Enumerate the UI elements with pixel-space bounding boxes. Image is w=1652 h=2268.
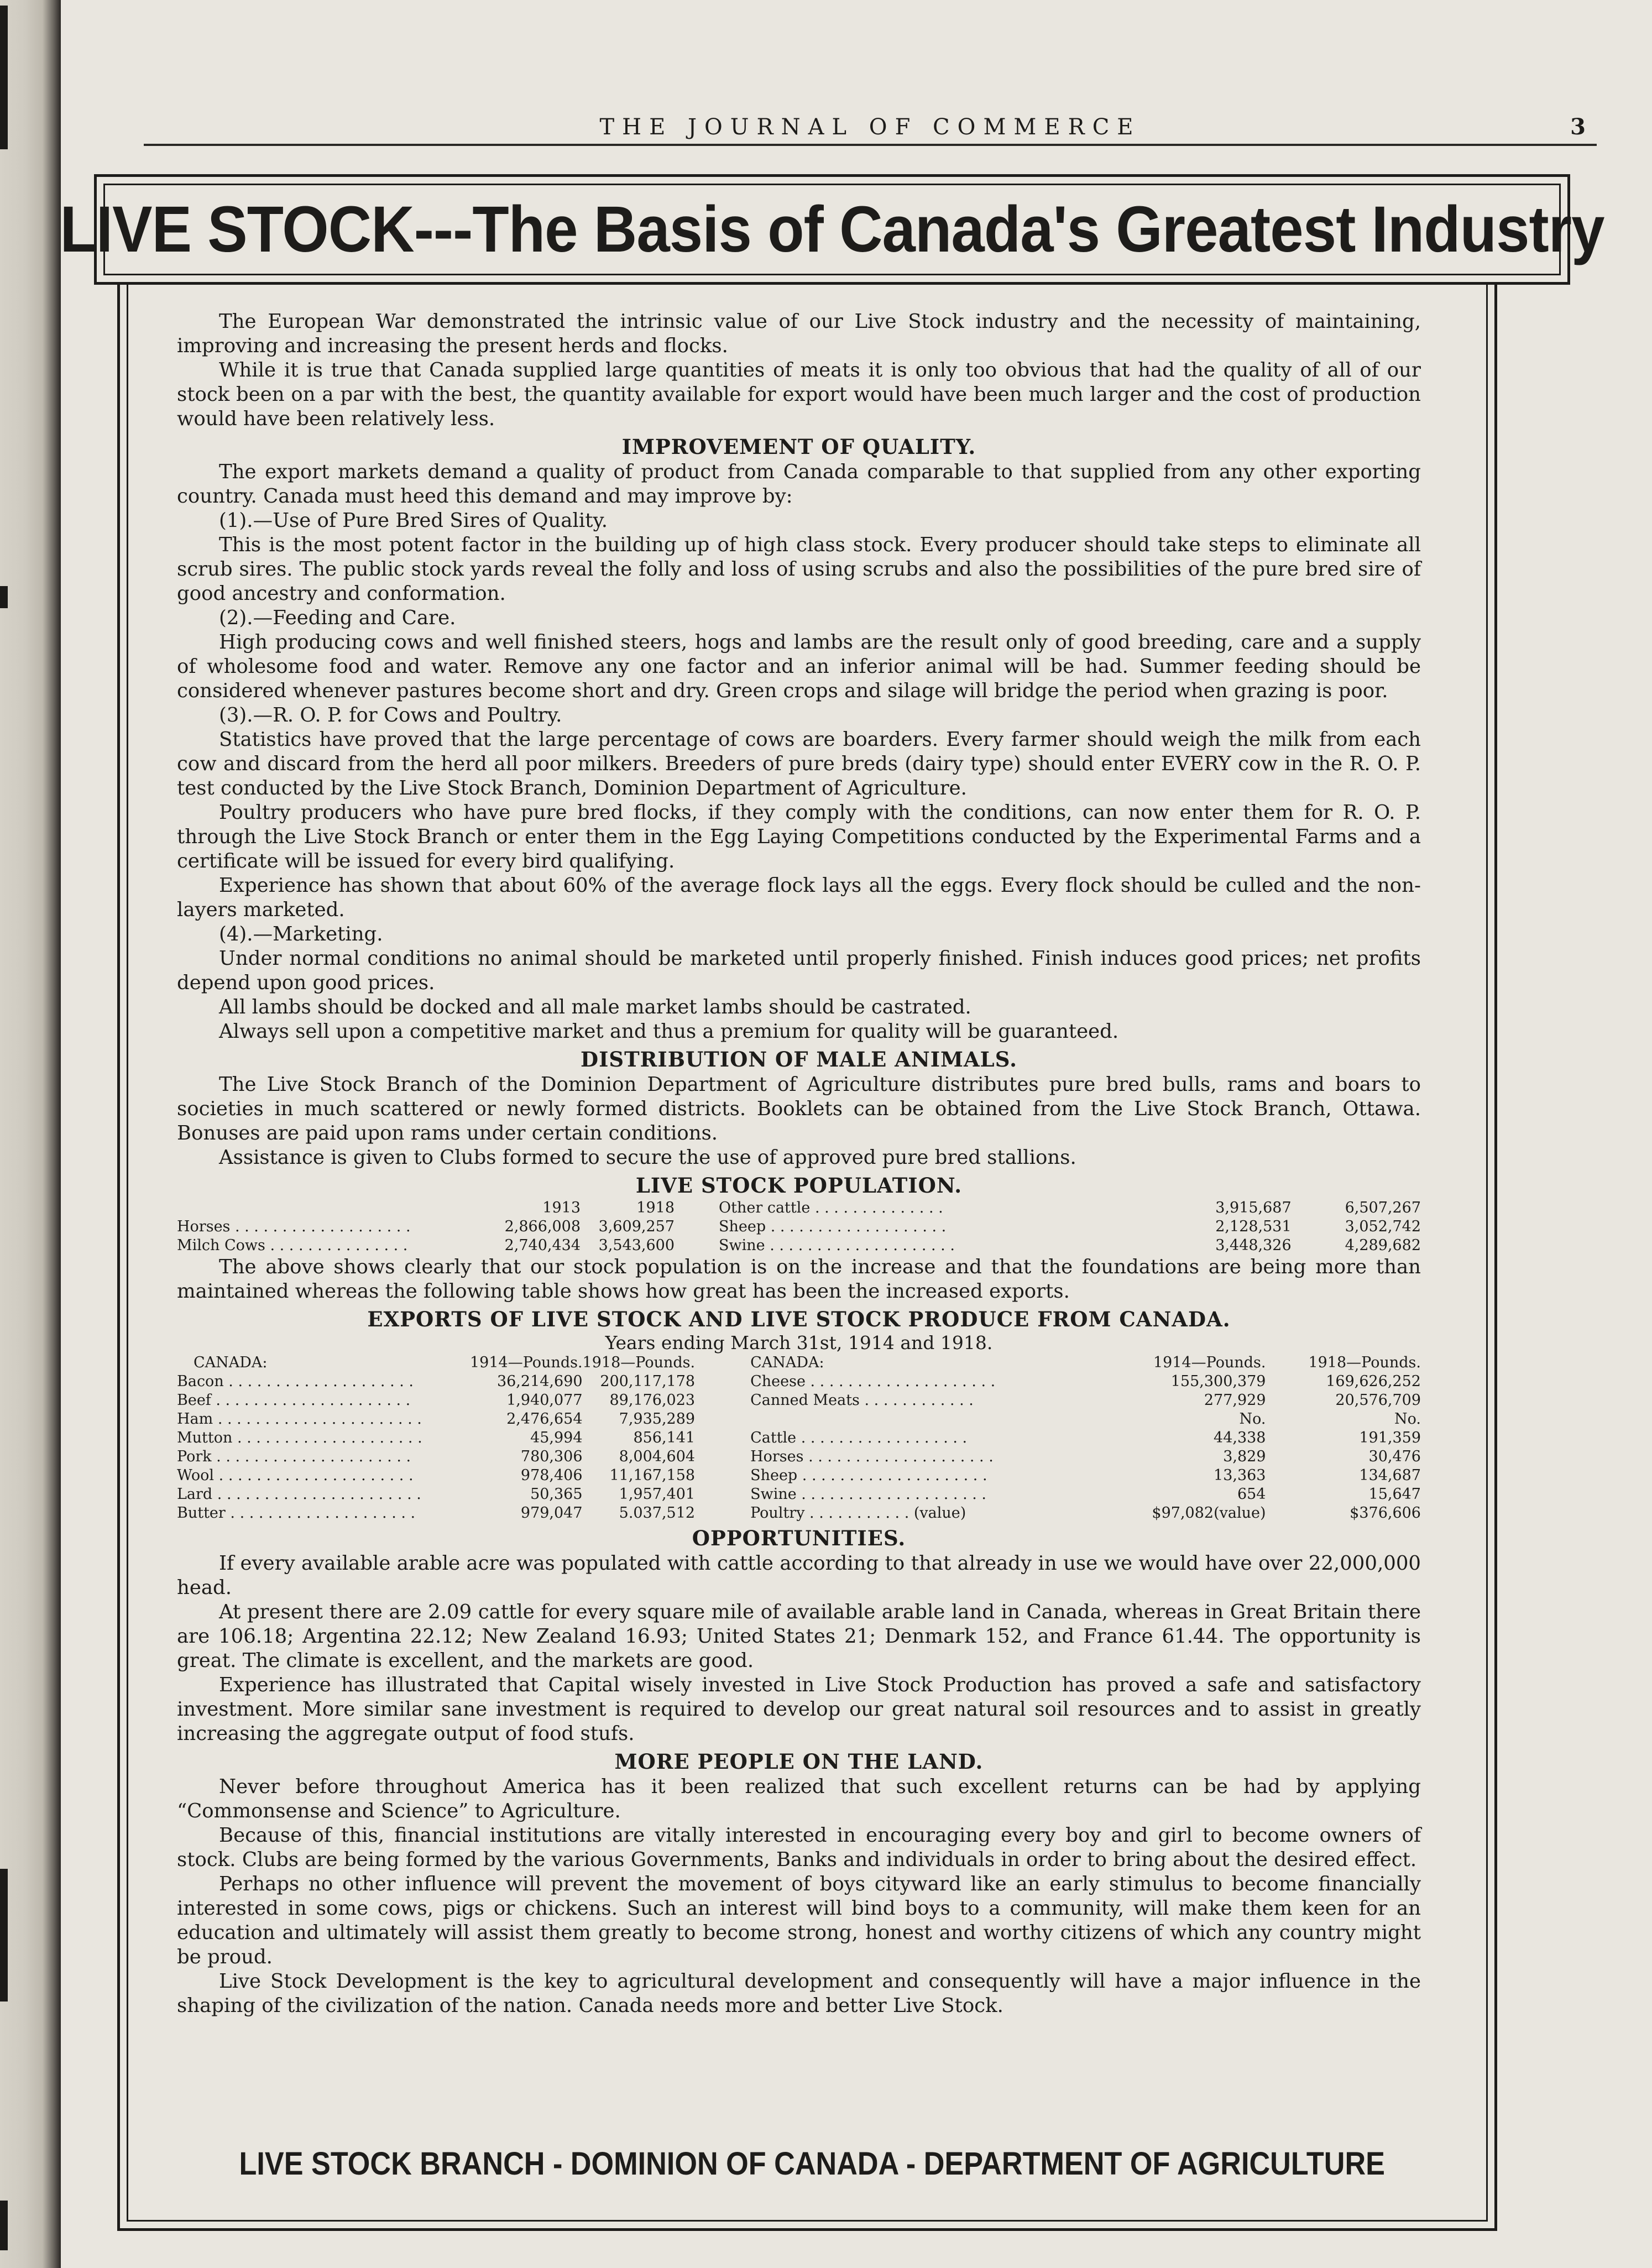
export-value: 979,047 bbox=[520, 1504, 583, 1522]
export-label: Poultry . . . . . . . . . . . (value) bbox=[750, 1504, 966, 1522]
numbered-heading: (2).—Feeding and Care. bbox=[219, 607, 456, 629]
export-value: 654 bbox=[1237, 1486, 1266, 1503]
paragraph: Assistance is given to Clubs formed to secure the use of approved pure bred stallions. bbox=[219, 1146, 1076, 1169]
population-value: 3,609,257 bbox=[598, 1218, 675, 1235]
paragraph: Experience has shown that about 60% of the average flock lays all the eggs. Every flock should be culled and the non-layers marketed. bbox=[177, 874, 1421, 921]
paragraph: Perhaps no other influence will prevent the movement of boys cityward like an early stimulus to become financially interested in some cows, pigs or chickens. Such an interest will bind boys to a community, will make them keen for an education and ultimately will assist them greatly to become strong, honest and worthy citizens of which any country might be proud. bbox=[177, 1873, 1421, 1968]
population-table bbox=[177, 1199, 1421, 1255]
intro-paragraph: While it is true that Canada supplied large quantities of meats it is only too obvious that had the quality of all of our stock been on a par with the best, the quantity available for export would have been much larger and the cost of production would have been relatively less. bbox=[177, 359, 1421, 430]
export-label: Cheese . . . . . . . . . . . . . . . . . . . . bbox=[750, 1373, 996, 1390]
export-value: 44,338 bbox=[1214, 1429, 1266, 1446]
population-label: Other cattle . . . . . . . . . . . . . . bbox=[719, 1199, 943, 1216]
export-value: 169,626,252 bbox=[1326, 1373, 1421, 1390]
export-value: 8,004,604 bbox=[619, 1448, 696, 1465]
population-label: Swine . . . . . . . . . . . . . . . . . . . . bbox=[719, 1237, 955, 1254]
paragraph: The Live Stock Branch of the Dominion Department of Agriculture distributes pure bred bulls, rams and boars to societies in much scattered or newly formed districts. Booklets can be obtained from the Live Stock Branch, Ottawa. Bonuses are paid upon rams under certain conditions. bbox=[177, 1073, 1421, 1145]
export-value: 7,935,289 bbox=[619, 1410, 696, 1428]
col-header-no: No. bbox=[1394, 1410, 1421, 1428]
export-value: 780,306 bbox=[520, 1448, 583, 1465]
export-label: Mutton . . . . . . . . . . . . . . . . . . . . bbox=[177, 1429, 422, 1446]
intro-paragraph: The European War demonstrated the intrinsic value of our Live Stock industry and the necessity of maintaining, improving and increasing the present herds and flocks. bbox=[177, 310, 1421, 357]
export-label: Cattle . . . . . . . . . . . . . . . . . . bbox=[750, 1429, 968, 1446]
population-value: 4,289,682 bbox=[1345, 1237, 1421, 1254]
export-value: 50,365 bbox=[530, 1486, 583, 1503]
paragraph: Poultry producers who have pure bred flocks, if they comply with the conditions, can now enter them for R. O. P. through the Live Stock Branch or enter them in the Egg Laying Competitions conducted by the Experimental Farms and a certificate will be issued for every bird qualifying. bbox=[177, 801, 1421, 872]
export-value: 45,994 bbox=[530, 1429, 583, 1446]
paragraph: All lambs should be docked and all male market lambs should be castrated. bbox=[219, 996, 971, 1018]
population-value: 6,507,267 bbox=[1345, 1199, 1421, 1216]
export-label: Butter . . . . . . . . . . . . . . . . . . . . bbox=[177, 1504, 416, 1522]
population-value: 3,915,687 bbox=[1215, 1199, 1292, 1216]
gutter-mark bbox=[0, 6, 8, 149]
export-label: Ham . . . . . . . . . . . . . . . . . . . . . . bbox=[177, 1410, 422, 1428]
col-header-no: No. bbox=[1239, 1410, 1266, 1428]
population-label: Milch Cows . . . . . . . . . . . . . . . bbox=[177, 1237, 408, 1254]
col-header-1914: 1914—Pounds. bbox=[1153, 1354, 1266, 1371]
export-label: Beef . . . . . . . . . . . . . . . . . . . . . bbox=[177, 1392, 411, 1409]
export-label: Swine . . . . . . . . . . . . . . . . . . . . bbox=[750, 1486, 987, 1503]
paragraph: At present there are 2.09 cattle for every square mile of available arable land in Canada, whereas in Great Britain there are 106.18; Argentina 22.12; New Zealand 16.93; United States 21; Denmark 152, and France 61.44. The opportunity is great. The climate is excellent, and the markets are good. bbox=[177, 1601, 1421, 1672]
export-value: 2,476,654 bbox=[506, 1410, 583, 1428]
population-label: Sheep . . . . . . . . . . . . . . . . . . . bbox=[719, 1218, 947, 1235]
exports-region-label: CANADA: bbox=[194, 1354, 268, 1371]
numbered-heading: (4).—Marketing. bbox=[219, 923, 383, 945]
paragraph: If every available arable acre was populated with cattle according to that already in use we would have over 22,000,000 head. bbox=[177, 1552, 1421, 1599]
section-heading-more-people: MORE PEOPLE ON THE LAND. bbox=[614, 1749, 984, 1774]
section-heading-quality: IMPROVEMENT OF QUALITY. bbox=[621, 435, 976, 459]
export-value: 155,300,379 bbox=[1170, 1373, 1266, 1390]
export-value: 3,829 bbox=[1223, 1448, 1266, 1465]
export-value: $97,082(value) bbox=[1152, 1504, 1266, 1522]
paragraph: Statistics have proved that the large percentage of cows are boarders. Every farmer should weigh the milk from each cow and discard from the herd all poor milkers. Breeders of pure breds (dairy type) should enter EVERY cow in the R. O. P. test conducted by the Live Stock Branch, Dominion Department of Agriculture. bbox=[177, 728, 1421, 799]
page-number: 3 bbox=[1570, 114, 1586, 140]
export-value: 1,957,401 bbox=[619, 1486, 696, 1503]
export-value: 856,141 bbox=[633, 1429, 696, 1446]
paragraph: The export markets demand a quality of product from Canada comparable to that supplied from any other exporting country. Canada must heed this demand and may improve by: bbox=[177, 461, 1421, 508]
population-value: 3,448,326 bbox=[1215, 1237, 1292, 1254]
binding-gutter bbox=[0, 0, 61, 2268]
section-heading-distribution: DISTRIBUTION OF MALE ANIMALS. bbox=[581, 1047, 1017, 1072]
export-value: 5.037,512 bbox=[619, 1504, 696, 1522]
population-value: 3,052,742 bbox=[1345, 1218, 1421, 1235]
export-value: 13,363 bbox=[1214, 1467, 1266, 1484]
export-value: 11,167,158 bbox=[609, 1467, 696, 1484]
export-label: Wool . . . . . . . . . . . . . . . . . . . . . bbox=[177, 1467, 414, 1484]
numbered-heading: (3).—R. O. P. for Cows and Poultry. bbox=[219, 704, 562, 727]
col-header-1914: 1914—Pounds. bbox=[470, 1354, 583, 1371]
export-value: 191,359 bbox=[1359, 1429, 1421, 1446]
exports-subheading: Years ending March 31st, 1914 and 1918. bbox=[605, 1332, 993, 1354]
col-header-1913: 1913 bbox=[542, 1199, 581, 1216]
section-heading-exports: EXPORTS OF LIVE STOCK AND LIVE STOCK PRODUCE FROM CANADA. bbox=[367, 1307, 1231, 1331]
export-value: 277,929 bbox=[1204, 1392, 1266, 1409]
export-value: 15,647 bbox=[1368, 1486, 1421, 1503]
page-title: LIVE STOCK---The Basis of Canada's Greatest Industry bbox=[60, 193, 1604, 266]
gutter-mark bbox=[0, 1869, 8, 2002]
population-value: 2,866,008 bbox=[504, 1218, 581, 1235]
export-value: 978,406 bbox=[520, 1467, 583, 1484]
paragraph: High producing cows and well finished steers, hogs and lambs are the result only of good breeding, care and a supply of wholesome food and water. Remove any one factor and an inferior animal will be had. Summer feeding should be considered whenever pastures become short and dry. Green crops and silage will bridge the period when grazing is poor. bbox=[177, 631, 1421, 702]
export-value: 89,176,023 bbox=[609, 1392, 696, 1409]
title-box bbox=[60, 174, 1604, 285]
gutter-mark bbox=[0, 2201, 8, 2250]
paragraph: This is the most potent factor in the building up of high class stock. Every producer should take steps to eliminate all scrub sires. The public stock yards reveal the folly and loss of using scrubs and also the possibilities of the pure bred sire of good ancestry and conformation. bbox=[177, 534, 1421, 605]
export-label: Lard . . . . . . . . . . . . . . . . . . . . . . bbox=[177, 1486, 421, 1503]
population-value: 2,128,531 bbox=[1215, 1218, 1292, 1235]
export-value: $376,606 bbox=[1350, 1504, 1421, 1522]
paragraph: Live Stock Development is the key to agricultural development and consequently will have a major influence in the shaping of the civilization of the nation. Canada needs more and better Live Stock. bbox=[177, 1970, 1421, 2017]
section-heading-population: LIVE STOCK POPULATION. bbox=[635, 1173, 963, 1198]
paragraph: Always sell upon a competitive market and thus a premium for quality will be guaranteed. bbox=[219, 1020, 1119, 1043]
export-label: Pork . . . . . . . . . . . . . . . . . . . . . bbox=[177, 1448, 411, 1465]
exports-table bbox=[177, 1354, 1421, 1523]
exports-region-label: CANADA: bbox=[750, 1354, 824, 1371]
population-value: 2,740,434 bbox=[504, 1237, 581, 1254]
export-value: 36,214,690 bbox=[496, 1373, 583, 1390]
export-value: 20,576,709 bbox=[1335, 1392, 1421, 1409]
paragraph: Under normal conditions no animal should be marketed until properly finished. Finish induces good prices; net profits depend upon good prices. bbox=[177, 947, 1421, 994]
footer-signature: LIVE STOCK BRANCH - DOMINION OF CANADA - DEPARTMENT OF AGRICULTURE bbox=[239, 2146, 1385, 2182]
export-value: 30,476 bbox=[1368, 1448, 1421, 1465]
export-label: Sheep . . . . . . . . . . . . . . . . . . . . bbox=[750, 1467, 987, 1484]
section-heading-opportunities: OPPORTUNITIES. bbox=[692, 1526, 906, 1550]
numbered-heading: (1).—Use of Pure Bred Sires of Quality. bbox=[219, 509, 608, 532]
paragraph: Experience has illustrated that Capital wisely invested in Live Stock Production has proved a safe and satisfactory investment. More similar sane investment is required to develop our great natural soil resources and to assist in greatly increasing the aggregate output of food stufs. bbox=[177, 1674, 1421, 1745]
export-value: 1,940,077 bbox=[506, 1392, 583, 1409]
paragraph: Because of this, financial institutions are vitally interested in encouraging every boy and girl to become owners of stock. Clubs are being formed by the various Governments, Banks and individuals in order to bring about the desired effect. bbox=[177, 1824, 1421, 1871]
population-value: 3,543,600 bbox=[598, 1237, 675, 1254]
export-value: 134,687 bbox=[1359, 1467, 1421, 1484]
export-label: Bacon . . . . . . . . . . . . . . . . . . . . bbox=[177, 1373, 414, 1390]
paragraph: Never before throughout America has it been realized that such excellent returns can be had by applying “Commonsense and Science” to Agriculture. bbox=[177, 1775, 1421, 1822]
export-value: 200,117,178 bbox=[600, 1373, 696, 1390]
gutter-mark bbox=[0, 586, 8, 608]
population-label: Horses . . . . . . . . . . . . . . . . . . . bbox=[177, 1218, 411, 1235]
col-header-1918: 1918—Pounds. bbox=[1308, 1354, 1421, 1371]
paragraph: The above shows clearly that our stock population is on the increase and that the foundations are being more than maintained whereas the following table shows how great has been the increased exports. bbox=[177, 1256, 1421, 1303]
running-head: THE JOURNAL OF COMMERCE bbox=[144, 111, 1597, 146]
col-header-1918: 1918 bbox=[636, 1199, 675, 1216]
col-header-1918: 1918—Pounds. bbox=[582, 1354, 696, 1371]
export-label: Canned Meats . . . . . . . . . . . . bbox=[750, 1392, 974, 1409]
export-label: Horses . . . . . . . . . . . . . . . . . . . . bbox=[750, 1448, 994, 1465]
article-body bbox=[177, 310, 1421, 2018]
